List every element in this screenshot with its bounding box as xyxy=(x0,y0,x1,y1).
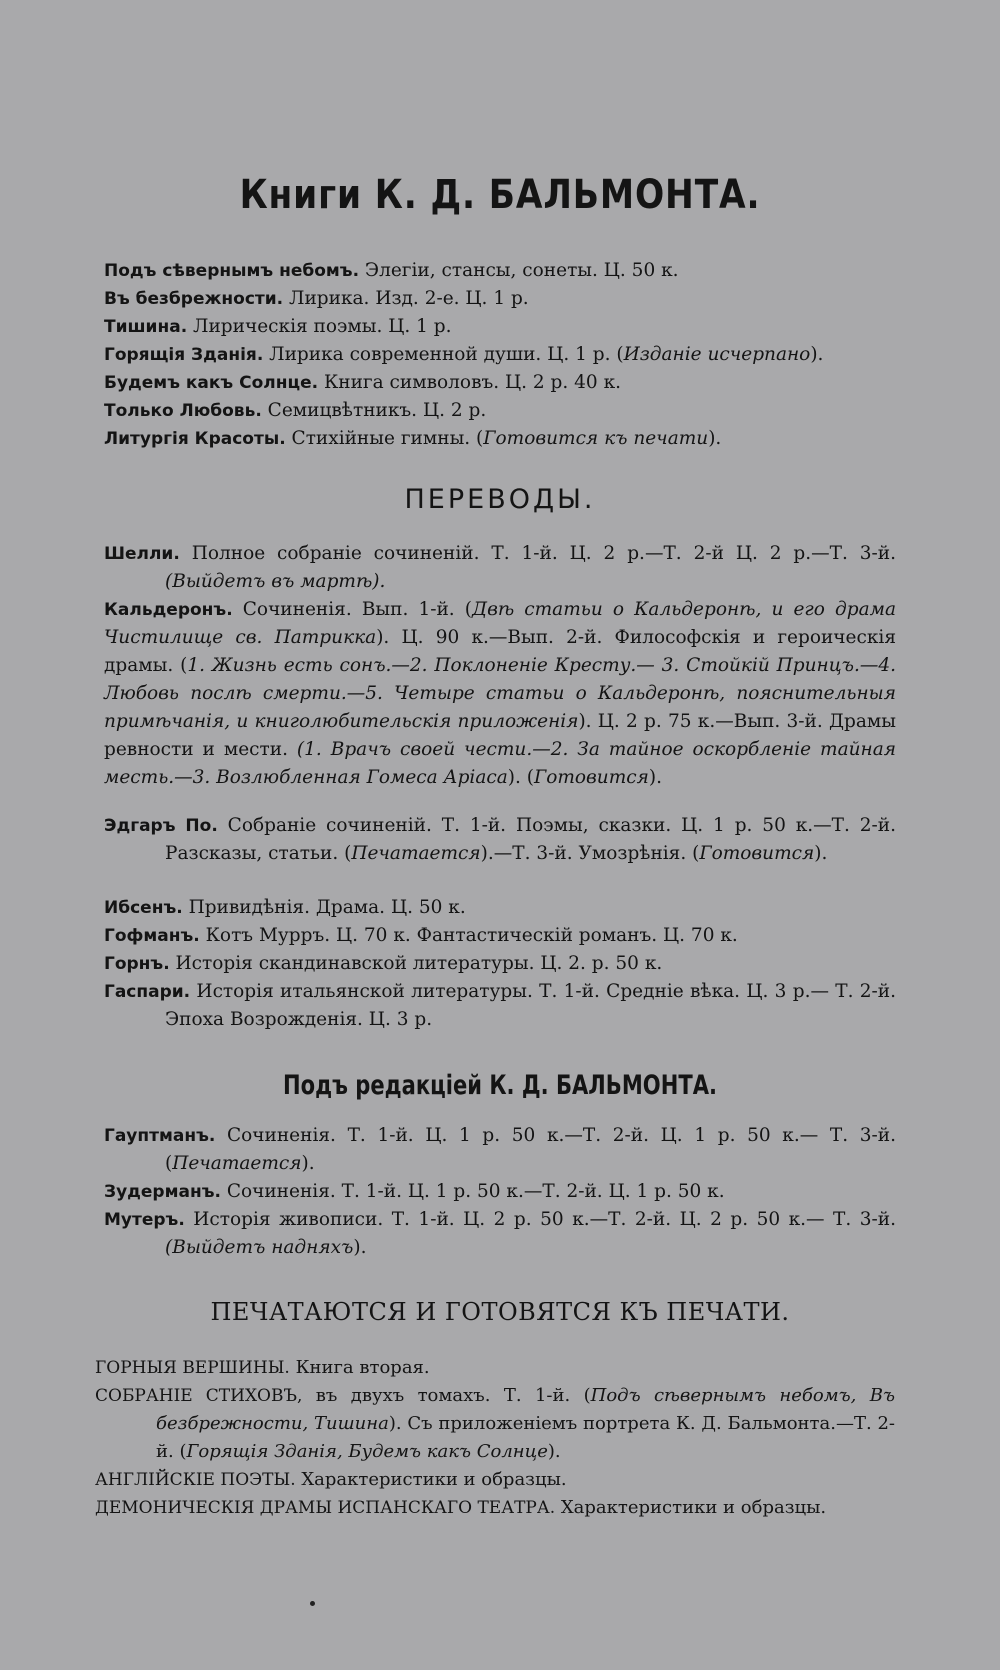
edited-entry-sudermann: Зудерманъ. Сочиненія. Т. 1-й. Ц. 1 р. 50 к.—Т. 2-й. Ц. 1 р. 50 к. xyxy=(104,1181,725,1202)
printing-entry-peaks: ГОРНЫЯ ВЕРШИНЫ. Книга вторая. xyxy=(95,1357,430,1378)
printing-heading: ПЕЧАТАЮТСЯ И ГОТОВЯТСЯ КЪ ПЕЧАТИ. xyxy=(210,1298,790,1326)
translation-entry-horn: Горнъ. Исторія скандинавской литературы. Ц. 2. р. 50 к. xyxy=(104,953,663,974)
translation-entry-hoffmann: Гофманъ. Котъ Мурръ. Ц. 70 к. Фантастическій романъ. Ц. 70 к. xyxy=(104,925,738,946)
book-entry: Литургія Красоты. Стихійные гимны. (Готовится къ печати). xyxy=(104,428,722,449)
translation-entry-calderon: Кальдеронъ. Сочиненія. Вып. 1-й. (Двѣ статьи о Кальдеронѣ, и его драма Чистилище св. Патрикка). Ц. 90 к.—Вып. 2-й. Философскія и героическія драмы. (1. Жизнь есть сонъ.—2. Поклоненіе Кресту.— 3. Стойкій Принцъ.—4. Любовь послѣ смерти.—5. Четыре статьи о Кальдеронѣ, пояснительныя примѣчанія, и книголюбительскія приложенія). Ц. 2 р. 75 к.—Вып. 3-й. Драмы ревности и мести. (1. Врачъ своей чести.—2. За тайное оскорбленіе тайная месть.—3. Возлюбленная Гомеса Аріаса). (Готовится). xyxy=(104,599,897,788)
book-entry: Горящія Зданія. Лирика современной души. Ц. 1 р. (Изданіе исчерпано). xyxy=(104,344,824,365)
printing-entry-collected: СОБРАНІЕ СТИХОВЪ, въ двухъ томахъ. Т. 1-й. (Подъ сѣвернымъ небомъ, Въ безбрежности, Тишина). Съ приложеніемъ портрета К. Д. Бальмонта.—Т. 2-й. (Горящія Зданія, Будемъ какъ Солнце). xyxy=(95,1385,896,1462)
book-entry: Только Любовь. Семицвѣтникъ. Ц. 2 р. xyxy=(104,400,487,421)
printing-entry-english: АНГЛІЙСКІЕ ПОЭТЫ. Характеристики и образцы. xyxy=(95,1469,567,1490)
translation-entry-gaspary: Гаспари. Исторія итальянской литературы. Т. 1-й. Средніе вѣка. Ц. 3 р.— Т. 2-й. Эпоха Возрожденія. Ц. 3 р. xyxy=(104,981,896,1030)
edited-heading: Подъ редакціей К. Д. БАЛЬМОНТА. xyxy=(282,1070,718,1101)
translation-entry-poe: Эдгаръ По. Собраніе сочиненій. Т. 1-й. Поэмы, сказки. Ц. 1 р. 50 к.—Т. 2-й. Разсказы, статьи. (Печатается).—Т. 3-й. Умозрѣнія. (Готовится). xyxy=(104,815,896,864)
translation-entry-ibsen: Ибсенъ. Привидѣнія. Драма. Ц. 50 к. xyxy=(104,897,466,918)
edited-entry-muther: Мутеръ. Исторія живописи. Т. 1-й. Ц. 2 р. 50 к.—Т. 2-й. Ц. 2 р. 50 к.— Т. 3-й. (Выйдетъ надняхъ). xyxy=(104,1209,896,1258)
book-entry: Въ безбрежности. Лирика. Изд. 2-е. Ц. 1 р. xyxy=(104,288,529,309)
translations-heading: ПЕРЕВОДЫ. xyxy=(404,484,596,515)
ink-dot xyxy=(310,1601,315,1606)
book-entry: Будемъ какъ Солнце. Книга символовъ. Ц. 2 р. 40 к. xyxy=(104,372,622,393)
page-title: Книги К. Д. БАЛЬМОНТА. xyxy=(239,172,761,218)
translation-entry-shelley: Шелли. Полное собраніе сочиненій. Т. 1-й. Ц. 2 р.—Т. 2-й Ц. 2 р.—Т. 3-й. (Выйдетъ въ мартѣ). xyxy=(104,543,896,592)
book-entry: Тишина. Лирическія поэмы. Ц. 1 р. xyxy=(104,316,452,337)
edited-entry-hauptmann: Гауптманъ. Сочиненія. Т. 1-й. Ц. 1 р. 50 к.—Т. 2-й. Ц. 1 р. 50 к.— Т. 3-й. (Печатается). xyxy=(104,1125,896,1174)
printing-entry-demonic: ДЕМОНИЧЕСКІЯ ДРАМЫ ИСПАНСКАГО ТЕАТРА. Характеристики и образцы. xyxy=(95,1497,827,1518)
book-entry: Подъ сѣвернымъ небомъ. Элегіи, стансы, сонеты. Ц. 50 к. xyxy=(104,260,679,281)
